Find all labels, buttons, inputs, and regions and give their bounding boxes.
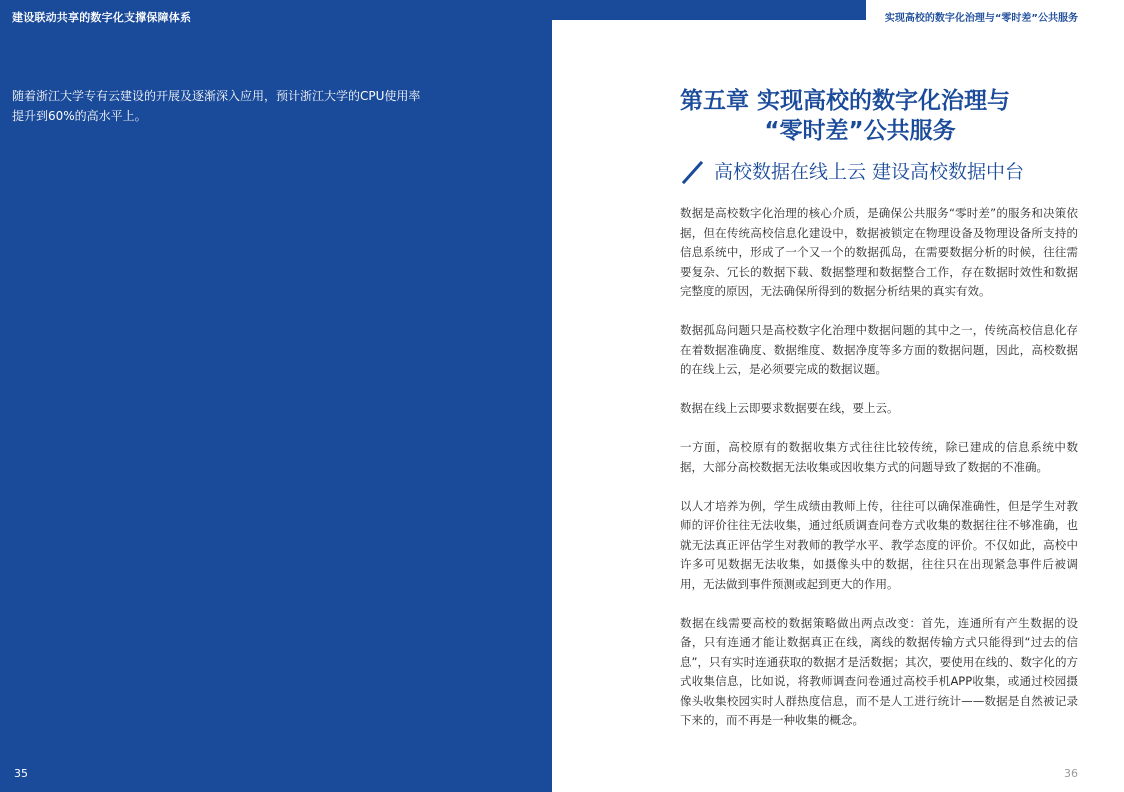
left-page-text: 随着浙江大学专有云建设的开展及逐渐深入应用，预计浙江大学的CPU使用率提升到60%的高水平上。 bbox=[12, 89, 421, 123]
section-title: 高校数据在线上云 建设高校数据中台 bbox=[714, 161, 1025, 183]
chapter-title-line-1: 第五章 实现高校的数字化治理与 bbox=[680, 88, 1011, 114]
right-page-header: 实现高校的数字化治理与“零时差”公共服务 bbox=[884, 13, 1078, 24]
paragraph: 数据孤岛问题只是高校数字化治理中数据问题的其中之一，传统高校信息化存在着数据准确度、数据维度、数据净度等多方面的数据问题，因此，高校数据的在线上云，是必须要完成的数据议题。 bbox=[680, 323, 1078, 376]
paragraph: 数据在线需要高校的数据策略做出两点改变：首先，连通所有产生数据的设备，只有连通才能让数据真正在线，离线的数据传输方式只能得到“过去的信息”，只有实时连通获取的数据才是活数据；其次，要使用在线的、数字化的方式收集信息，比如说，将教师调查问卷通过高校手机APP收集，或通过校园摄像头收集校园实时人群热度信息，而不是人工进行统计——数据是自然被记录下来的，而不再是一种收集的概念。 bbox=[680, 615, 1078, 727]
paragraph: 一方面，高校原有的数据收集方式往往比较传统，除已建成的信息系统中数据，大部分高校数据无法收集或因收集方式的问题导致了数据的不准确。 bbox=[680, 440, 1078, 474]
left-page bbox=[0, 0, 552, 792]
body-text bbox=[680, 204, 1078, 750]
paragraph: 数据在线上云即要求数据要在线，要上云。 bbox=[680, 401, 899, 415]
chapter-title-line-2: “零时差”公共服务 bbox=[764, 118, 956, 144]
top-header-band bbox=[552, 0, 866, 20]
section-heading bbox=[680, 158, 1024, 186]
paragraph: 数据是高校数字化治理的核心介质，是确保公共服务“零时差”的服务和决策依据，但在传统高校信息化建设中，数据被锁定在物理设备及物理设备所支持的信息系统中，形成了一个又一个的数据孤岛，在需要数据分析的时候，往往需要复杂、冗长的数据下载、数据整理和数据整合工作，存在数据时效性和数据完整度的原因，无法确保所得到的数据分析结果的真实有效。 bbox=[680, 206, 1078, 298]
left-page-header: 建设联动共享的数字化支撑保障体系 bbox=[12, 11, 192, 24]
right-page-number: 36 bbox=[1064, 767, 1078, 780]
slash-icon bbox=[680, 159, 706, 185]
left-page-number: 35 bbox=[14, 767, 28, 780]
chapter-title bbox=[680, 86, 1040, 146]
paragraph: 以人才培养为例，学生成绩由教师上传，往往可以确保准确性，但是学生对教师的评价往往无法收集，通过纸质调查问卷方式收集的数据往往不够准确，也就无法真正评估学生对教师的教学水平、教学态度的评价。不仅如此，高校中许多可见数据无法收集，如摄像头中的数据，往往只在出现紧急事件后被调用，无法做到事件预测或起到更大的作用。 bbox=[680, 498, 1078, 591]
